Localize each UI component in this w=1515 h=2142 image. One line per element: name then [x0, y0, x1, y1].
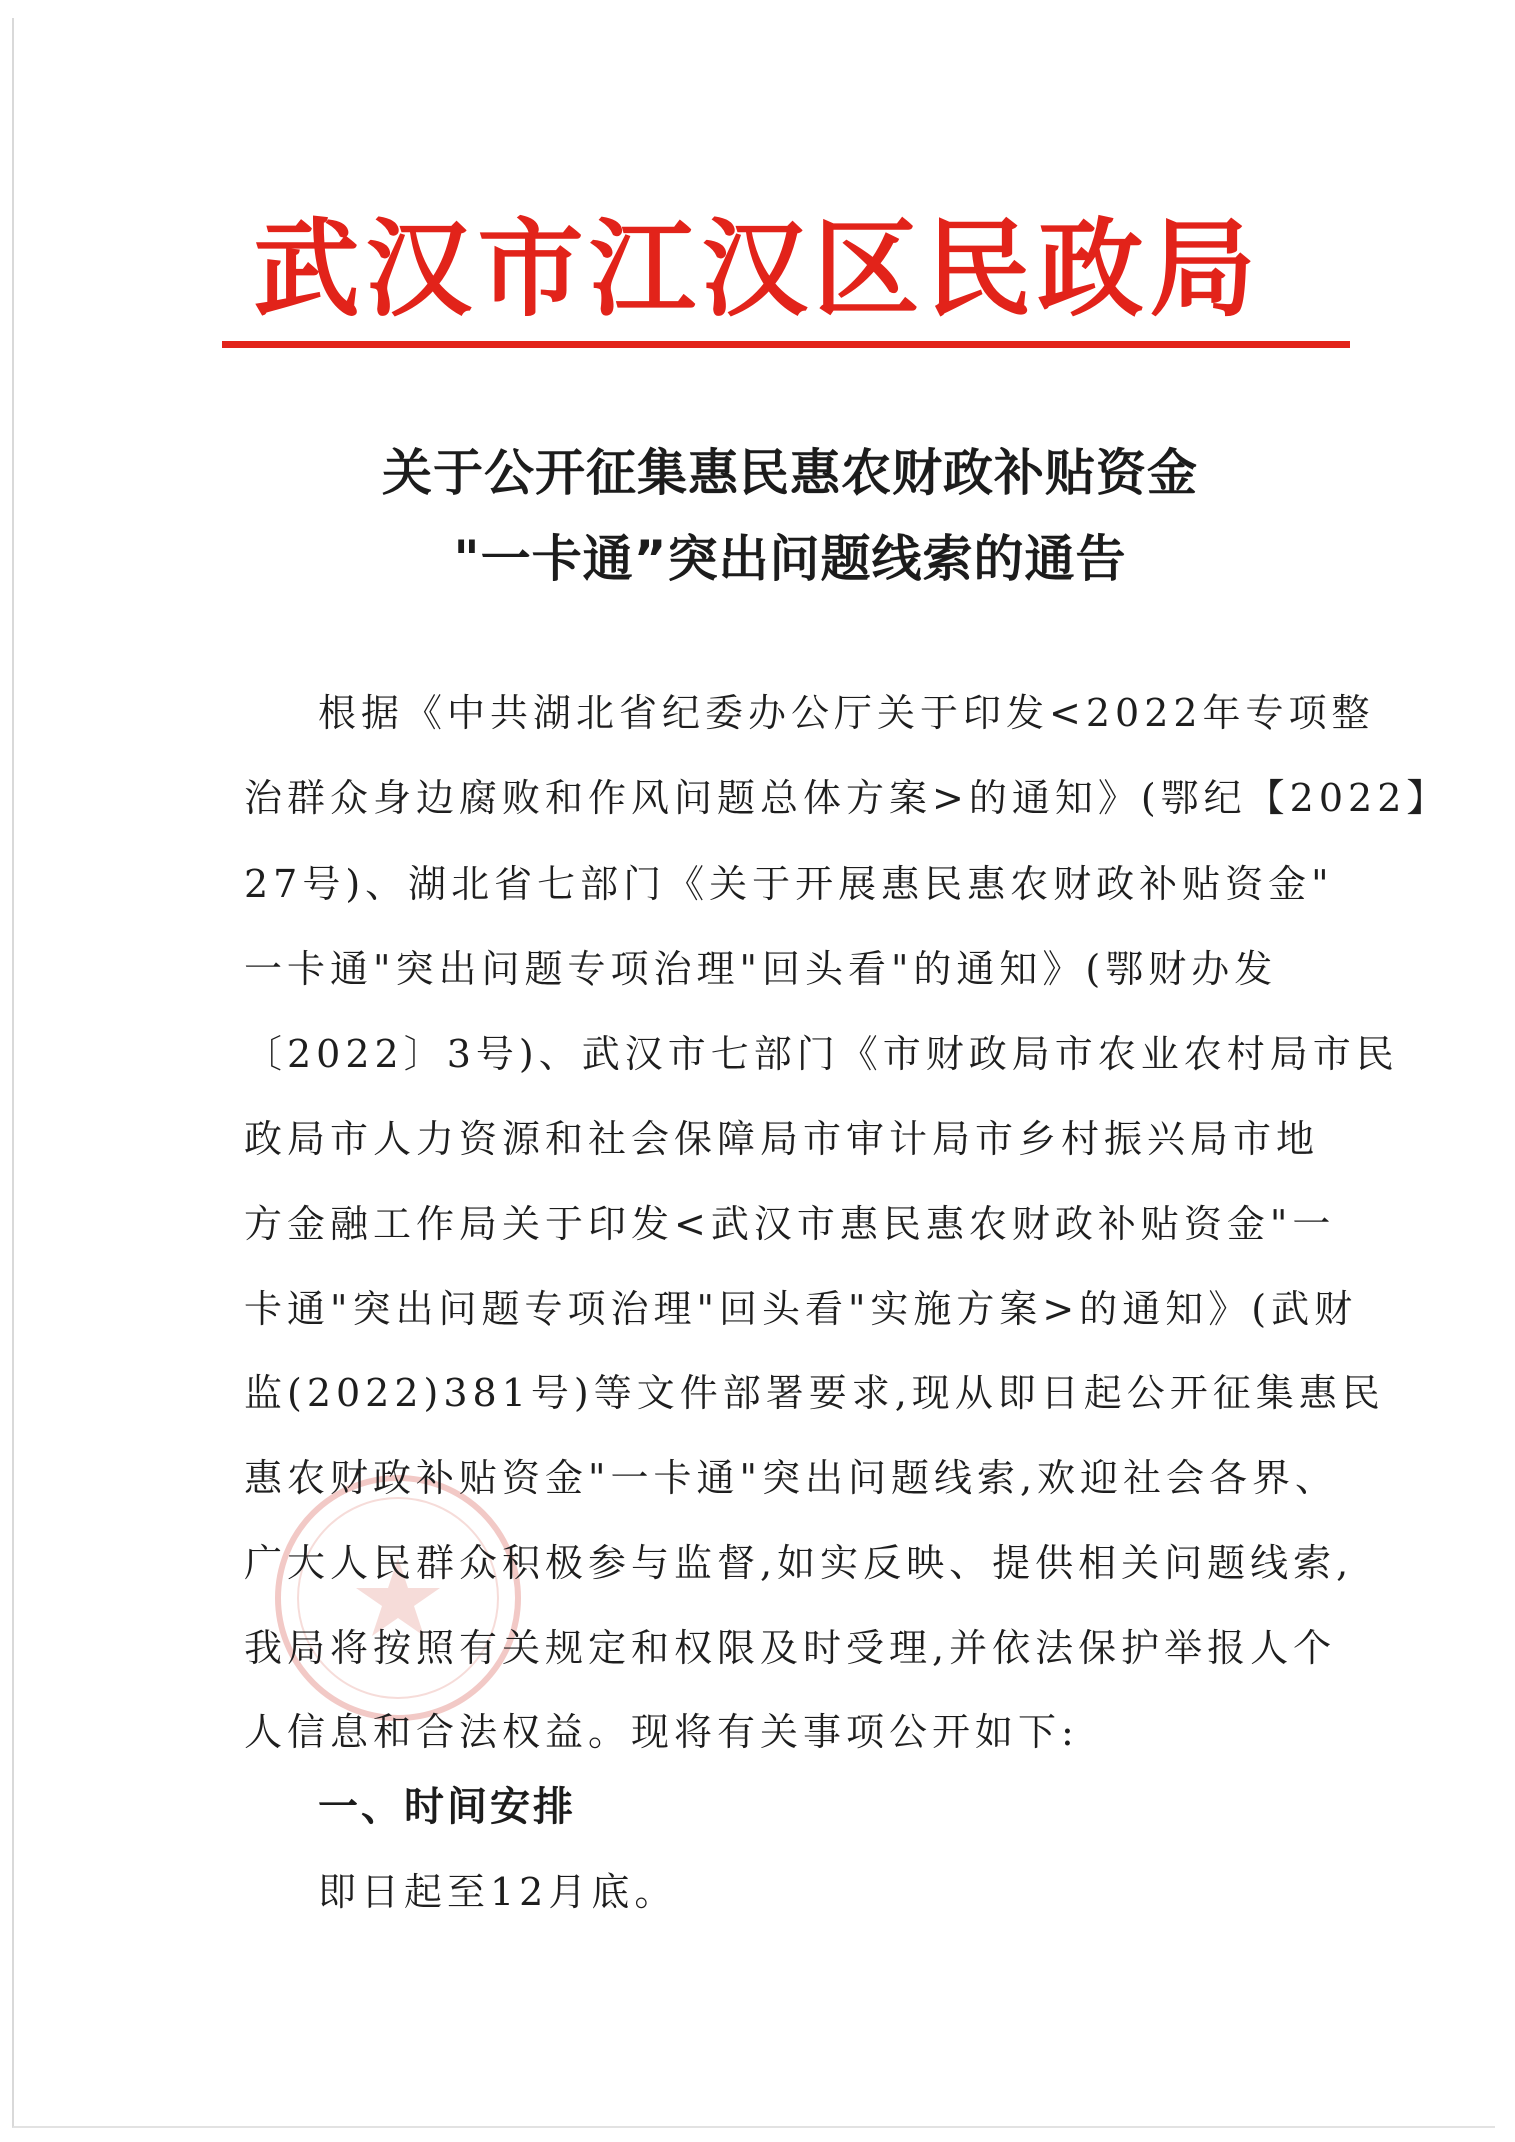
- body-paragraph-line: 监(2022)381号)等文件部署要求,现从即日起公开征集惠民: [244, 1371, 1385, 1415]
- body-paragraph-line: 27号)、湖北省七部门《关于开展惠民惠农财政补贴资金": [244, 862, 1334, 906]
- red-separator-line: [222, 341, 1350, 348]
- body-paragraph-line: 一卡通"突出问题专项治理"回头看"的通知》(鄂财办发: [244, 947, 1278, 991]
- body-paragraph-line: 方金融工作局关于印发<武汉市惠民惠农财政补贴资金"一: [244, 1202, 1336, 1246]
- section-heading-time-schedule: 一、时间安排: [318, 1784, 576, 1830]
- notice-title-line-2: "一卡通”突出问题线索的通告: [453, 530, 1127, 588]
- body-paragraph-line: 卡通"突出问题专项治理"回头看"实施方案>的通知》(武财: [244, 1287, 1358, 1331]
- body-paragraph-line: 政局市人力资源和社会保障局市审计局市乡村振兴局市地: [244, 1117, 1320, 1161]
- body-paragraph-line: 治群众身边腐败和作风问题总体方案>的通知》(鄂纪【2022】: [244, 776, 1450, 820]
- body-paragraph-line: 人信息和合法权益。现将有关事项公开如下:: [244, 1710, 1079, 1754]
- body-paragraph-line: 根据《中共湖北省纪委办公厅关于印发<2022年专项整: [318, 691, 1375, 735]
- notice-title-line-1: 关于公开征集惠民惠农财政补贴资金: [382, 444, 1198, 502]
- body-paragraph-line: 我局将按照有关规定和权限及时受理,并依法保护举报人个: [244, 1626, 1337, 1670]
- body-paragraph-line: 惠农财政补贴资金"一卡通"突出问题线索,欢迎社会各界、: [244, 1456, 1339, 1500]
- body-paragraph-line: 〔2022〕3号)、武汉市七部门《市财政局市农业农村局市民: [244, 1032, 1399, 1076]
- masthead-title: 武汉市江汉区民政局: [253, 208, 1262, 331]
- body-paragraph-line: 广大人民群众积极参与监督,如实反映、提供相关问题线索,: [244, 1541, 1354, 1585]
- section-text-time-schedule: 即日起至12月底。: [318, 1870, 678, 1914]
